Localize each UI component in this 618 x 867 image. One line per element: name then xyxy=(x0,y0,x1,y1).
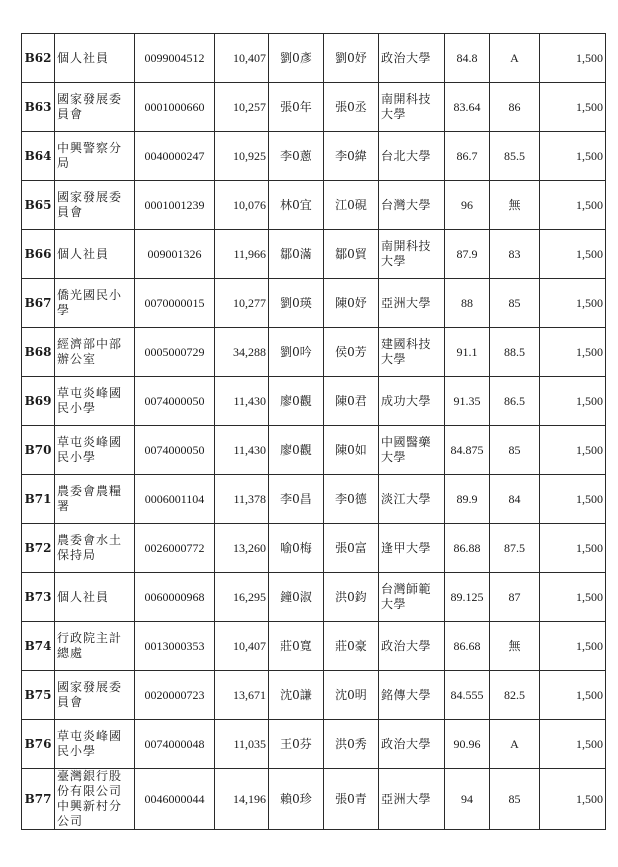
school-cell: 亞洲大學 xyxy=(379,279,445,328)
grade-cell: 85 xyxy=(490,769,540,830)
school-cell: 政治大學 xyxy=(379,622,445,671)
school-cell: 逢甲大學 xyxy=(379,524,445,573)
grade-cell: 87.5 xyxy=(490,524,540,573)
table-row xyxy=(22,524,606,573)
student-name-cell: 張0富 xyxy=(324,524,379,573)
parent-name-cell: 林0宜 xyxy=(269,181,324,230)
student-name-cell: 洪0鈞 xyxy=(324,573,379,622)
row-id-cell: B62 xyxy=(22,34,55,83)
grade-cell: 87 xyxy=(490,573,540,622)
parent-name-cell: 王0芬 xyxy=(269,720,324,769)
student-name-cell: 李0德 xyxy=(324,475,379,524)
school-cell: 台灣大學 xyxy=(379,181,445,230)
score-cell: 87.9 xyxy=(445,230,490,279)
table-row xyxy=(22,181,606,230)
account-code-cell: 0046000044 xyxy=(135,769,215,830)
organization-cell: 個人社員 xyxy=(55,573,135,622)
organization-cell: 經濟部中部辦公室 xyxy=(55,328,135,377)
award-amount-cell: 1,500 xyxy=(540,475,606,524)
parent-name-cell: 廖0觀 xyxy=(269,377,324,426)
parent-name-cell: 鄒0滿 xyxy=(269,230,324,279)
organization-cell: 草屯炎峰國民小學 xyxy=(55,426,135,475)
award-amount-cell: 1,500 xyxy=(540,34,606,83)
score-cell: 90.96 xyxy=(445,720,490,769)
parent-name-cell: 賴0珍 xyxy=(269,769,324,830)
organization-cell: 個人社員 xyxy=(55,34,135,83)
student-name-cell: 劉0妤 xyxy=(324,34,379,83)
row-id-cell: B65 xyxy=(22,181,55,230)
parent-name-cell: 劉0吟 xyxy=(269,328,324,377)
school-cell: 政治大學 xyxy=(379,720,445,769)
account-code-cell: 0070000015 xyxy=(135,279,215,328)
score-cell: 86.68 xyxy=(445,622,490,671)
row-id-cell: B70 xyxy=(22,426,55,475)
table-row xyxy=(22,622,606,671)
row-id-cell: B77 xyxy=(22,769,55,830)
student-name-cell: 張0青 xyxy=(324,769,379,830)
award-amount-cell: 1,500 xyxy=(540,769,606,830)
amount-cell: 34,288 xyxy=(215,328,269,377)
row-id-cell: B76 xyxy=(22,720,55,769)
amount-cell: 10,277 xyxy=(215,279,269,328)
score-cell: 91.1 xyxy=(445,328,490,377)
account-code-cell: 0060000968 xyxy=(135,573,215,622)
parent-name-cell: 張0年 xyxy=(269,83,324,132)
amount-cell: 11,430 xyxy=(215,377,269,426)
amount-cell: 11,430 xyxy=(215,426,269,475)
account-code-cell: 0020000723 xyxy=(135,671,215,720)
parent-name-cell: 喻0梅 xyxy=(269,524,324,573)
school-cell: 淡江大學 xyxy=(379,475,445,524)
account-code-cell: 0074000050 xyxy=(135,377,215,426)
row-id-cell: B67 xyxy=(22,279,55,328)
student-name-cell: 侯0芳 xyxy=(324,328,379,377)
school-cell: 南開科技大學 xyxy=(379,83,445,132)
award-amount-cell: 1,500 xyxy=(540,132,606,181)
table-row xyxy=(22,573,606,622)
table-row xyxy=(22,34,606,83)
award-amount-cell: 1,500 xyxy=(540,524,606,573)
school-cell: 南開科技大學 xyxy=(379,230,445,279)
school-cell: 成功大學 xyxy=(379,377,445,426)
score-cell: 86.7 xyxy=(445,132,490,181)
school-cell: 亞洲大學 xyxy=(379,769,445,830)
school-cell: 台北大學 xyxy=(379,132,445,181)
table-row xyxy=(22,279,606,328)
organization-cell: 國家發展委員會 xyxy=(55,671,135,720)
score-cell: 86.88 xyxy=(445,524,490,573)
student-name-cell: 江0硯 xyxy=(324,181,379,230)
score-cell: 88 xyxy=(445,279,490,328)
amount-cell: 10,257 xyxy=(215,83,269,132)
award-amount-cell: 1,500 xyxy=(540,328,606,377)
parent-name-cell: 鐘0淑 xyxy=(269,573,324,622)
organization-cell: 中興警察分局 xyxy=(55,132,135,181)
account-code-cell: 0099004512 xyxy=(135,34,215,83)
row-id-cell: B69 xyxy=(22,377,55,426)
organization-cell: 草屯炎峰國民小學 xyxy=(55,720,135,769)
award-amount-cell: 1,500 xyxy=(540,426,606,475)
account-code-cell: 0001000660 xyxy=(135,83,215,132)
score-cell: 84.8 xyxy=(445,34,490,83)
student-name-cell: 陳0如 xyxy=(324,426,379,475)
table-row xyxy=(22,720,606,769)
student-name-cell: 陳0妤 xyxy=(324,279,379,328)
row-id-cell: B66 xyxy=(22,230,55,279)
amount-cell: 16,295 xyxy=(215,573,269,622)
account-code-cell: 0001001239 xyxy=(135,181,215,230)
award-amount-cell: 1,500 xyxy=(540,377,606,426)
grade-cell: 無 xyxy=(490,622,540,671)
amount-cell: 11,378 xyxy=(215,475,269,524)
school-cell: 銘傳大學 xyxy=(379,671,445,720)
school-cell: 政治大學 xyxy=(379,34,445,83)
amount-cell: 10,925 xyxy=(215,132,269,181)
scholarship-table xyxy=(21,33,606,830)
parent-name-cell: 廖0觀 xyxy=(269,426,324,475)
row-id-cell: B74 xyxy=(22,622,55,671)
grade-cell: A xyxy=(490,720,540,769)
parent-name-cell: 沈0謙 xyxy=(269,671,324,720)
award-amount-cell: 1,500 xyxy=(540,279,606,328)
account-code-cell: 0013000353 xyxy=(135,622,215,671)
table-row xyxy=(22,377,606,426)
score-cell: 96 xyxy=(445,181,490,230)
award-amount-cell: 1,500 xyxy=(540,181,606,230)
score-cell: 91.35 xyxy=(445,377,490,426)
parent-name-cell: 劉0瑛 xyxy=(269,279,324,328)
award-amount-cell: 1,500 xyxy=(540,573,606,622)
score-cell: 84.555 xyxy=(445,671,490,720)
parent-name-cell: 莊0寬 xyxy=(269,622,324,671)
amount-cell: 10,407 xyxy=(215,622,269,671)
grade-cell: 86.5 xyxy=(490,377,540,426)
grade-cell: 88.5 xyxy=(490,328,540,377)
organization-cell: 僑光國民小學 xyxy=(55,279,135,328)
score-cell: 84.875 xyxy=(445,426,490,475)
table-row xyxy=(22,328,606,377)
organization-cell: 農委會水土保持局 xyxy=(55,524,135,573)
amount-cell: 13,260 xyxy=(215,524,269,573)
grade-cell: 83 xyxy=(490,230,540,279)
table-row xyxy=(22,671,606,720)
student-name-cell: 洪0秀 xyxy=(324,720,379,769)
award-amount-cell: 1,500 xyxy=(540,622,606,671)
score-cell: 89.125 xyxy=(445,573,490,622)
account-code-cell: 0040000247 xyxy=(135,132,215,181)
account-code-cell: 0026000772 xyxy=(135,524,215,573)
award-amount-cell: 1,500 xyxy=(540,230,606,279)
student-name-cell: 沈0明 xyxy=(324,671,379,720)
table-row xyxy=(22,83,606,132)
table-row xyxy=(22,426,606,475)
organization-cell: 國家發展委員會 xyxy=(55,83,135,132)
student-name-cell: 張0丞 xyxy=(324,83,379,132)
organization-cell: 農委會農糧署 xyxy=(55,475,135,524)
amount-cell: 11,966 xyxy=(215,230,269,279)
table-row xyxy=(22,769,606,830)
organization-cell: 草屯炎峰國民小學 xyxy=(55,377,135,426)
student-name-cell: 鄒0貿 xyxy=(324,230,379,279)
grade-cell: 86 xyxy=(490,83,540,132)
grade-cell: A xyxy=(490,34,540,83)
row-id-cell: B63 xyxy=(22,83,55,132)
amount-cell: 13,671 xyxy=(215,671,269,720)
grade-cell: 無 xyxy=(490,181,540,230)
account-code-cell: 0074000048 xyxy=(135,720,215,769)
grade-cell: 82.5 xyxy=(490,671,540,720)
amount-cell: 14,196 xyxy=(215,769,269,830)
grade-cell: 85 xyxy=(490,279,540,328)
row-id-cell: B72 xyxy=(22,524,55,573)
student-name-cell: 陳0君 xyxy=(324,377,379,426)
row-id-cell: B68 xyxy=(22,328,55,377)
amount-cell: 10,407 xyxy=(215,34,269,83)
score-cell: 94 xyxy=(445,769,490,830)
award-amount-cell: 1,500 xyxy=(540,83,606,132)
organization-cell: 行政院主計總處 xyxy=(55,622,135,671)
organization-cell: 個人社員 xyxy=(55,230,135,279)
account-code-cell: 0074000050 xyxy=(135,426,215,475)
table-row xyxy=(22,475,606,524)
school-cell: 台灣師範大學 xyxy=(379,573,445,622)
student-name-cell: 莊0豪 xyxy=(324,622,379,671)
grade-cell: 84 xyxy=(490,475,540,524)
amount-cell: 11,035 xyxy=(215,720,269,769)
award-amount-cell: 1,500 xyxy=(540,671,606,720)
school-cell: 建國科技大學 xyxy=(379,328,445,377)
row-id-cell: B75 xyxy=(22,671,55,720)
row-id-cell: B73 xyxy=(22,573,55,622)
table-row xyxy=(22,230,606,279)
score-cell: 83.64 xyxy=(445,83,490,132)
organization-cell: 臺灣銀行股份有限公司中興新村分公司 xyxy=(55,769,135,830)
award-amount-cell: 1,500 xyxy=(540,720,606,769)
account-code-cell: 009001326 xyxy=(135,230,215,279)
amount-cell: 10,076 xyxy=(215,181,269,230)
table-row xyxy=(22,132,606,181)
account-code-cell: 0006001104 xyxy=(135,475,215,524)
grade-cell: 85 xyxy=(490,426,540,475)
parent-name-cell: 劉0彥 xyxy=(269,34,324,83)
grade-cell: 85.5 xyxy=(490,132,540,181)
parent-name-cell: 李0昌 xyxy=(269,475,324,524)
student-name-cell: 李0緯 xyxy=(324,132,379,181)
score-cell: 89.9 xyxy=(445,475,490,524)
table-body xyxy=(22,34,606,830)
row-id-cell: B64 xyxy=(22,132,55,181)
row-id-cell: B71 xyxy=(22,475,55,524)
parent-name-cell: 李0蔥 xyxy=(269,132,324,181)
school-cell: 中國醫藥大學 xyxy=(379,426,445,475)
account-code-cell: 0005000729 xyxy=(135,328,215,377)
organization-cell: 國家發展委員會 xyxy=(55,181,135,230)
